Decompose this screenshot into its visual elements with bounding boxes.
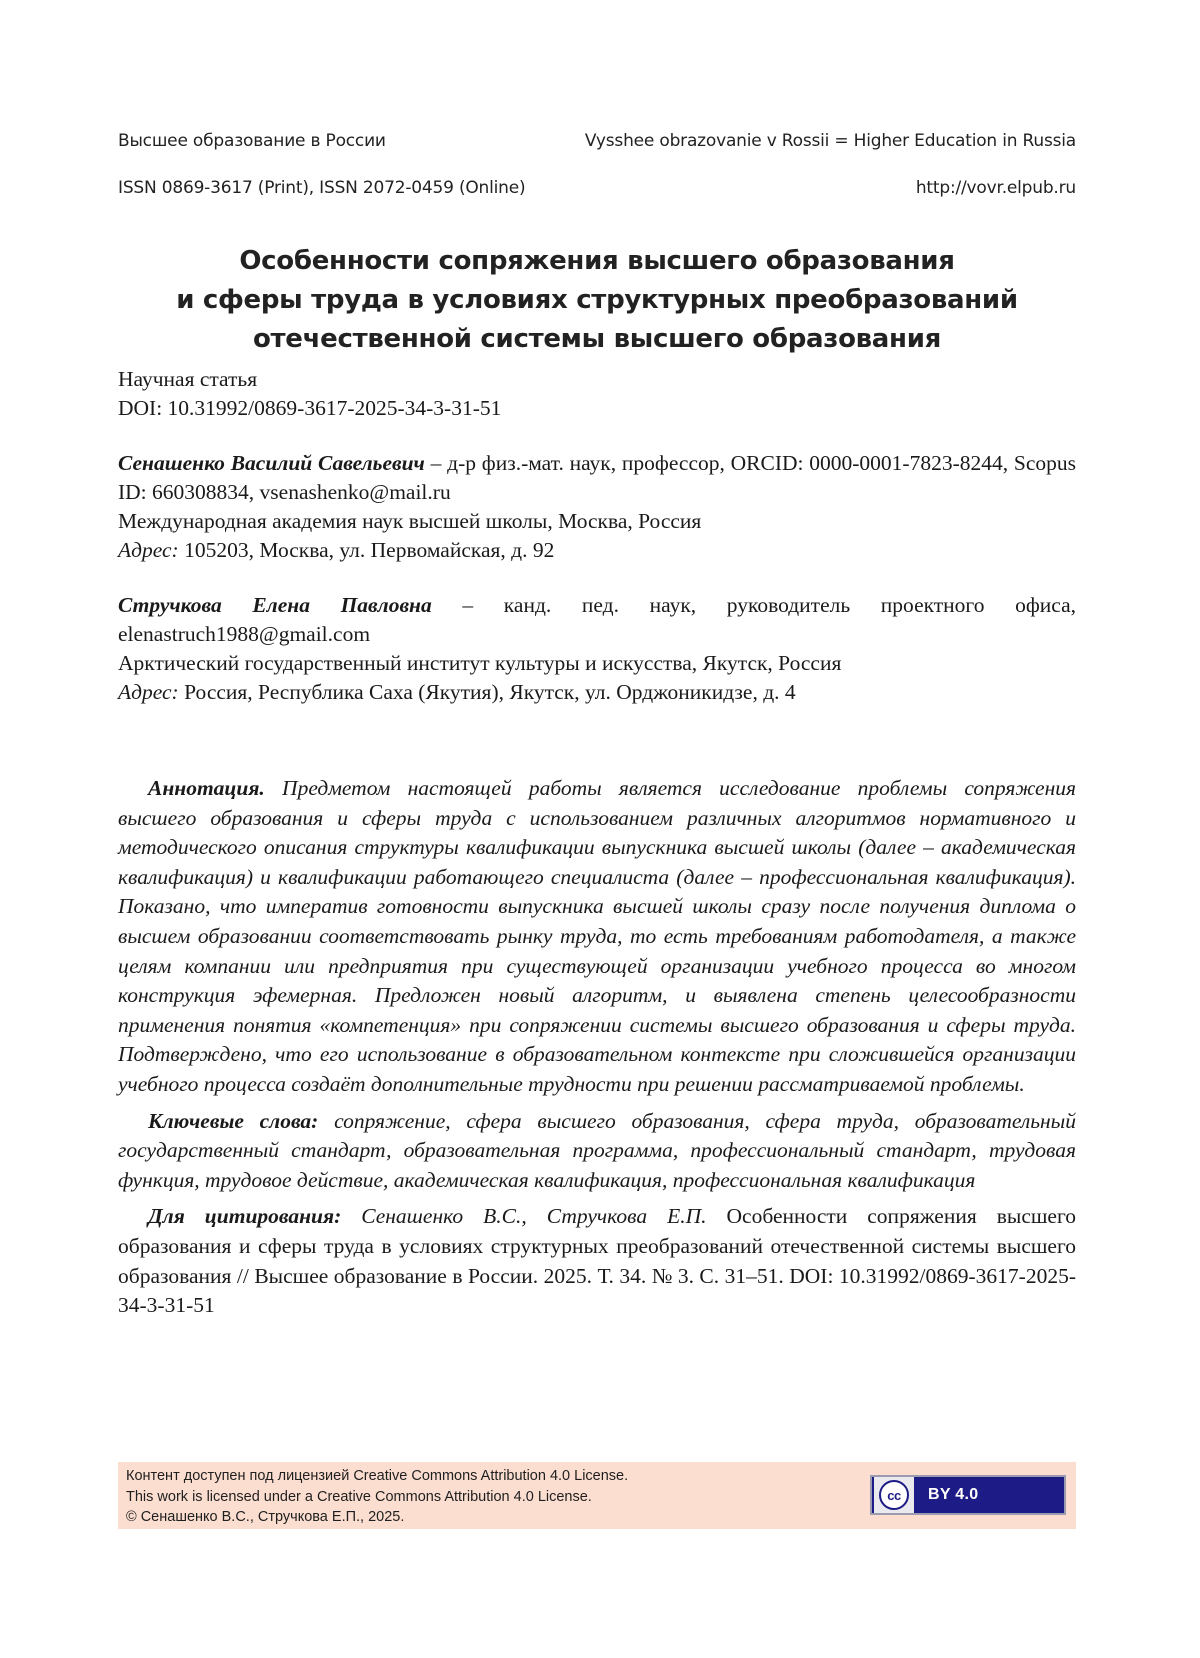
title-line: отечественной системы высшего образования — [252, 324, 942, 354]
abstract-label: Аннотация. — [148, 776, 265, 800]
address-label: Адрес: — [118, 538, 179, 562]
abstract-paragraph — [118, 774, 1076, 1100]
keywords-paragraph — [118, 1107, 1076, 1196]
cc-logo-background — [874, 1477, 914, 1513]
keywords-text: сопряжение, сфера высшего образования, сфера труда, образовательный государственный стандарт, образовательная программа, профессиональный стандарт, трудовая функция, трудовое действие, академическая квалификация, профессиональная квалификация — [118, 1108, 1076, 1192]
abstract-section — [118, 774, 1076, 1328]
author-name: Стручкова Елена Павловна — [118, 593, 432, 617]
author-name: Сенашенко Василий Савельевич — [118, 451, 425, 475]
article-doi[interactable]: DOI: 10.31992/0869-3617-2025-34-3-31-51 — [118, 396, 502, 420]
citation-authors: Сенашенко В.С., Стручкова Е.П. — [341, 1204, 707, 1229]
license-box — [118, 1462, 1076, 1529]
issn-row — [118, 178, 1076, 198]
cc-badge-label: BY 4.0 — [928, 1486, 979, 1503]
citation-paragraph — [118, 1202, 1076, 1320]
citation-label: Для цитирования: — [148, 1204, 342, 1229]
author-line — [118, 449, 1076, 507]
issn: ISSN 0869-3617 (Print), ISSN 2072-0459 (Online) — [118, 178, 526, 198]
author-address — [118, 678, 1076, 707]
journal-url[interactable]: http://vovr.elpub.ru — [915, 178, 1076, 198]
creative-commons-icon: cc — [879, 1480, 909, 1510]
title-line: и сферы труда в условиях структурных преобразований — [176, 285, 1018, 315]
running-header — [118, 131, 1076, 151]
article-type: Научная статья — [118, 367, 258, 391]
author-line — [118, 591, 1076, 649]
keywords-label: Ключевые слова: — [148, 1108, 319, 1133]
license-line-en: This work is licensed under a Creative Commons Attribution 4.0 License. — [126, 1488, 592, 1505]
journal-title-ru: Высшее образование в России — [118, 131, 386, 151]
citation-text: Особенности сопряжения высшего образования и сферы труда в условиях структурных преобразований отечественной системы высшего образования // Высшее образование в России. 2025. Т. 34. № 3. С. 31–51. DOI: 10.31992/0869-3617-2025-34-3-31-51 — [118, 1204, 1076, 1318]
license-text — [126, 1466, 628, 1528]
article-title — [118, 242, 1076, 359]
address-text: 105203, Москва, ул. Первомайская, д. 92 — [178, 538, 555, 562]
cc-by-badge[interactable] — [870, 1475, 1066, 1515]
author-details: – канд. пед. наук, руководитель проектного офиса, elenastruch1988@gmail.com — [118, 593, 1077, 646]
abstract-text: Предметом настоящей работы является исследование проблемы сопряжения высшего образования и сферы труда с использованием различных алгоритмов нормативного и методического описания структуры квалификации выпускника высшей школы (далее – академическая квалификация) и квалификации работающего специалиста (далее – профессиональная квалификация). Показано, что императив готовности выпускника высшей школы сразу после получения диплома о высшем образовании соответствовать рынку труда, то есть требованиям работодателя, а также целям компании или предприятия при существующей организации учебного процесса во многом конструкция эфемерная. Предложен новый алгоритм, и выявлена степень целесообразности применения понятия «компетенция» при сопряжении системы высшего образования и сферы труда. Подтверждено, что его использование в образовательном контексте при сложившейся организации учебного процесса создаёт дополнительные трудности при решении рассматриваемой проблемы. — [118, 776, 1076, 1096]
author-affiliation: Арктический государственный институт культуры и искусства, Якутск, Россия — [118, 651, 842, 675]
license-line-ru: Контент доступен под лицензией Creative Commons Attribution 4.0 License. — [126, 1468, 629, 1484]
title-line: Особенности сопряжения высшего образования — [239, 246, 955, 276]
author-affiliation: Международная академия наук высшей школы, Москва, Россия — [118, 509, 702, 533]
address-label: Адрес: — [118, 680, 179, 704]
copyright-line: © Сенашенко В.С., Стручкова Е.П., 2025. — [126, 1509, 405, 1525]
article-meta — [118, 365, 1076, 423]
address-text: Россия, Республика Саха (Якутия), Якутск, ул. Орджоникидзе, д. 4 — [178, 680, 796, 704]
journal-title-en: Vysshee obrazovanie v Rossii = Higher Education in Russia — [584, 131, 1076, 151]
author-address — [118, 536, 1076, 565]
author-details: – д-р физ.-мат. наук, профессор, ORCID: 0000-0001-7823-8244, Scopus ID: 660308834, vsenashenko@mail.ru — [118, 451, 1076, 504]
author-block-1 — [118, 449, 1076, 565]
author-block-2 — [118, 591, 1076, 707]
